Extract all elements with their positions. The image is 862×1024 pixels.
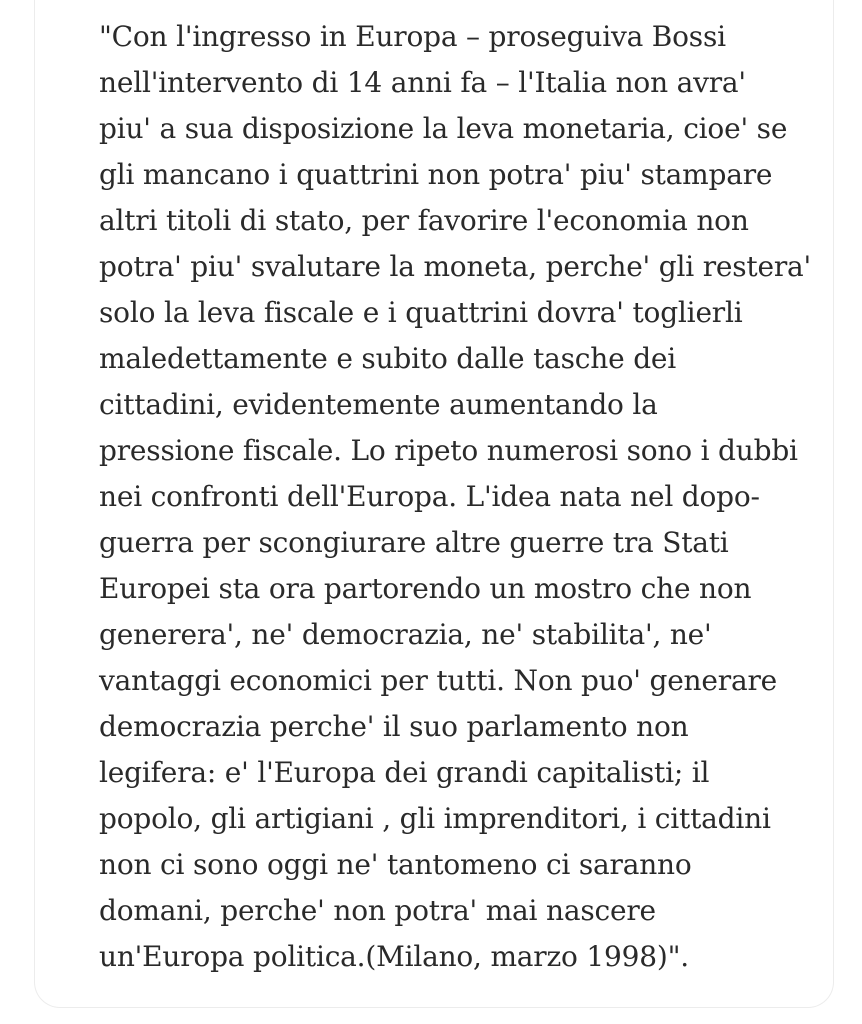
quote-line: potra' piu' svalutare la moneta, perche' gli restera' <box>99 250 812 283</box>
quote-line: non ci sono oggi ne' tantomeno ci saranno <box>99 848 692 881</box>
quote-line: pressione fiscale. Lo ripeto numerosi sono i dubbi <box>99 434 798 467</box>
quote-line: popolo, gli artigiani , gli imprenditori, i cittadini <box>99 802 771 835</box>
article-card <box>34 0 834 1008</box>
quote-line: democrazia perche' il suo parlamento non <box>99 710 689 743</box>
quote-paragraph <box>99 14 859 980</box>
quote-line: nei confronti dell'Europa. L'idea nata nel dopo- <box>99 480 760 513</box>
quote-line: solo la leva fiscale e i quattrini dovra' toglierli <box>99 296 743 329</box>
quote-line: nell'intervento di 14 anni fa – l'Italia non avra' <box>99 66 746 99</box>
quote-line: "Con l'ingresso in Europa – proseguiva Bossi <box>99 20 726 53</box>
quote-line: maledettamente e subito dalle tasche dei <box>99 342 677 375</box>
quote-line: domani, perche' non potra' mai nascere <box>99 894 656 927</box>
quote-line: legifera: e' l'Europa dei grandi capitalisti; il <box>99 756 710 789</box>
quote-line: Europei sta ora partorendo un mostro che non <box>99 572 752 605</box>
quote-line: gli mancano i quattrini non potra' piu' stampare <box>99 158 773 191</box>
quote-line: piu' a sua disposizione la leva monetaria, cioe' se <box>99 112 788 145</box>
quote-line: guerra per scongiurare altre guerre tra Stati <box>99 526 729 559</box>
quote-line: generera', ne' democrazia, ne' stabilita', ne' <box>99 618 712 651</box>
quote-line: vantaggi economici per tutti. Non puo' generare <box>99 664 777 697</box>
quote-line: cittadini, evidentemente aumentando la <box>99 388 658 421</box>
quote-line: un'Europa politica.(Milano, marzo 1998)". <box>99 940 689 973</box>
quote-line: altri titoli di stato, per favorire l'economia non <box>99 204 749 237</box>
